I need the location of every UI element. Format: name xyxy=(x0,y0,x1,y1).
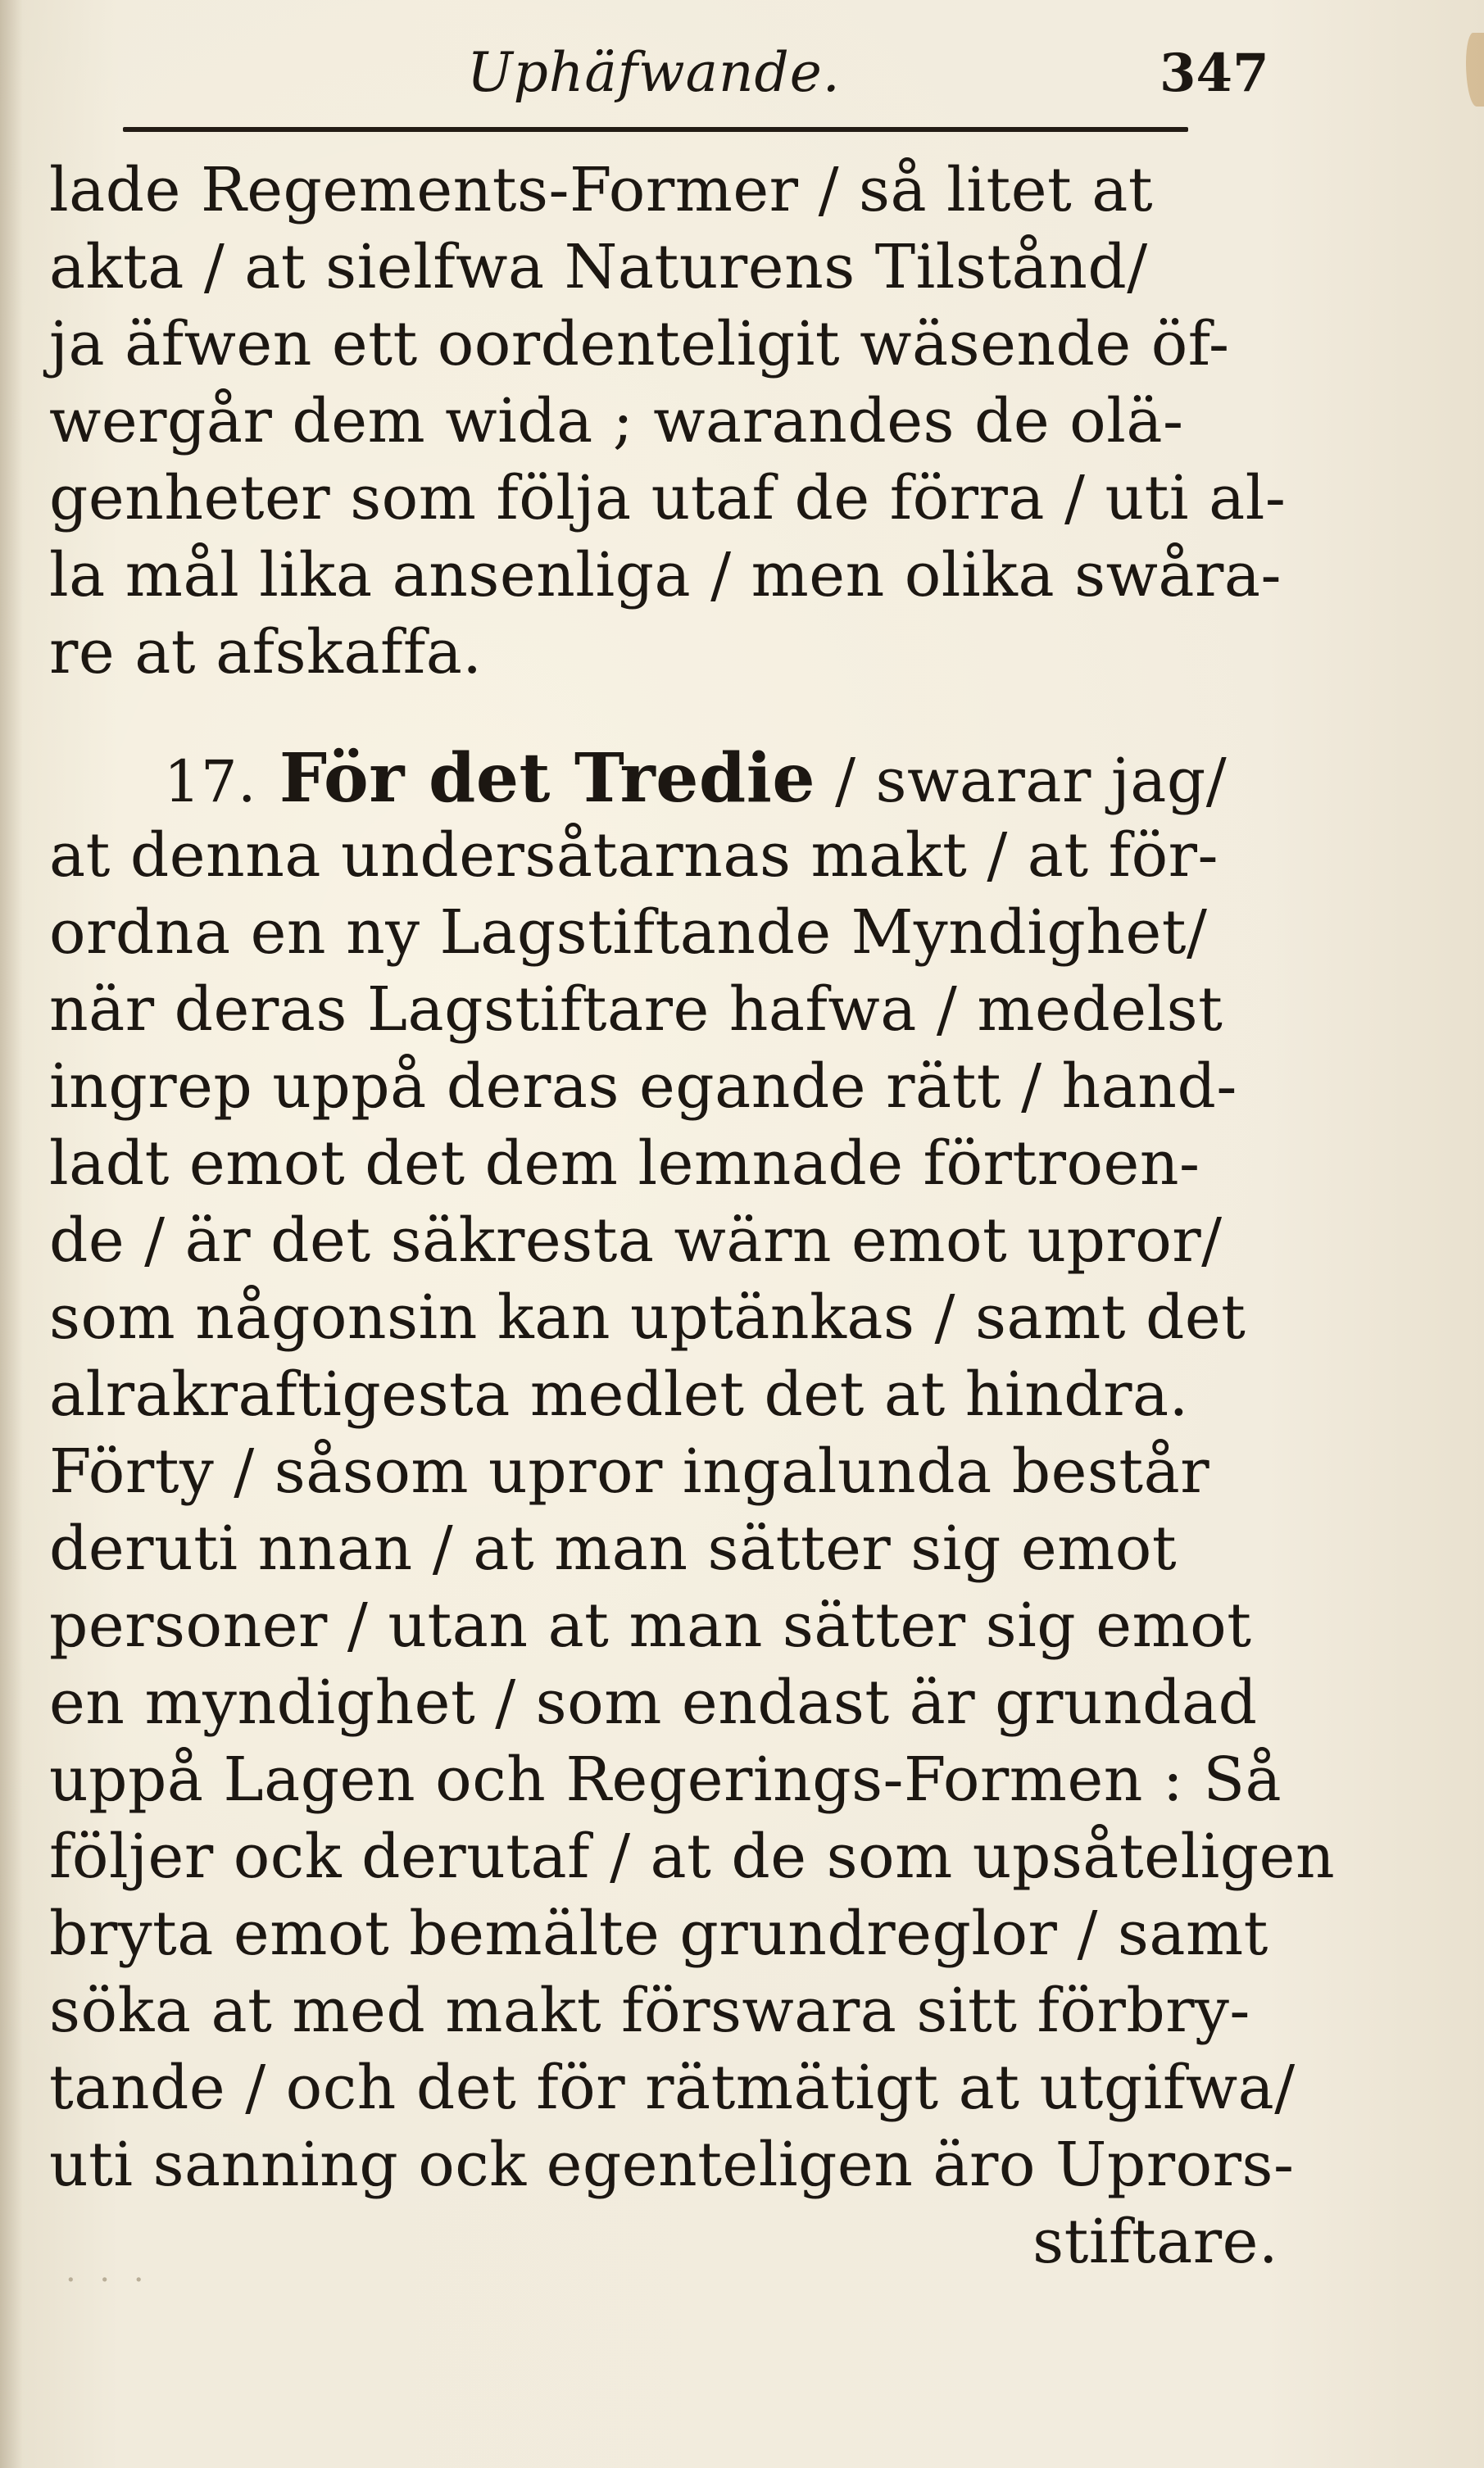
text-line: följer ock derutaf / at de som upsåteligen xyxy=(49,1822,1336,1892)
text-line: när deras Lagstiftare hafwa / medelst xyxy=(49,974,1223,1045)
page-header xyxy=(0,33,1484,123)
text-line: lade Regements-Former / så litet at xyxy=(49,155,1154,225)
text-line: uti sanning ock egenteligen äro Uprors- xyxy=(49,2130,1295,2200)
running-head: Uphäfwande. xyxy=(467,41,841,104)
text-line: wergår dem wida ; warandes de olä- xyxy=(49,386,1184,456)
paragraph-number: 17. xyxy=(164,748,256,815)
text-line: uppå Lagen och Regerings-Formen : Så xyxy=(49,1744,1282,1815)
gutter-shadow xyxy=(0,0,23,2468)
paragraph-first-line xyxy=(49,740,1278,817)
header-rule xyxy=(123,127,1188,132)
text-line: bryta emot bemälte grundreglor / samt xyxy=(49,1899,1268,1969)
text-line: de / är det säkresta wärn emot upror/ xyxy=(49,1205,1223,1276)
text-line: alrakraftigesta medlet det at hindra. xyxy=(49,1359,1189,1430)
text-body xyxy=(49,152,1336,2280)
bleed-through-mark: · · · xyxy=(66,2262,151,2299)
page-number: 347 xyxy=(1160,43,1269,104)
text-line: personer / utan at man sätter sig emot xyxy=(49,1590,1252,1661)
text-line: ladt emot det dem lemnade förtroen- xyxy=(49,1128,1200,1199)
text-line: at denna undersåtarnas makt / at för- xyxy=(49,820,1219,891)
text-line: re at afskaffa. xyxy=(49,617,483,687)
paragraph-first-line-rest: / swarar jag/ xyxy=(835,746,1228,816)
text-line: tande / och det för rätmätigt at utgifwa/ xyxy=(49,2053,1296,2123)
text-line: la mål lika ansenliga / men olika swåra- xyxy=(49,540,1282,610)
catchword: stiftare. xyxy=(1032,2207,1278,2277)
text-line: akta / at sielfwa Naturens Tilstånd/ xyxy=(49,232,1148,302)
text-line: ingrep uppå deras egande rätt / hand- xyxy=(49,1051,1237,1122)
text-line: genheter som följa utaf de förra / uti al- xyxy=(49,463,1287,533)
text-line: ordna en ny Lagstiftande Myndighet/ xyxy=(49,897,1208,968)
text-line: söka at med makt förswara sitt förbry- xyxy=(49,1976,1250,2046)
text-line: som någonsin kan uptänkas / samt det xyxy=(49,1282,1246,1353)
text-line: Förty / såsom upror ingalunda består xyxy=(49,1436,1210,1507)
paragraph-heading: För det Tredie xyxy=(279,739,816,818)
text-line: en myndighet / som endast är grundad xyxy=(49,1667,1258,1738)
text-line: deruti nnan / at man sätter sig emot xyxy=(49,1513,1178,1584)
text-line: ja äfwen ett oordenteligit wäsende öf- xyxy=(49,309,1230,379)
